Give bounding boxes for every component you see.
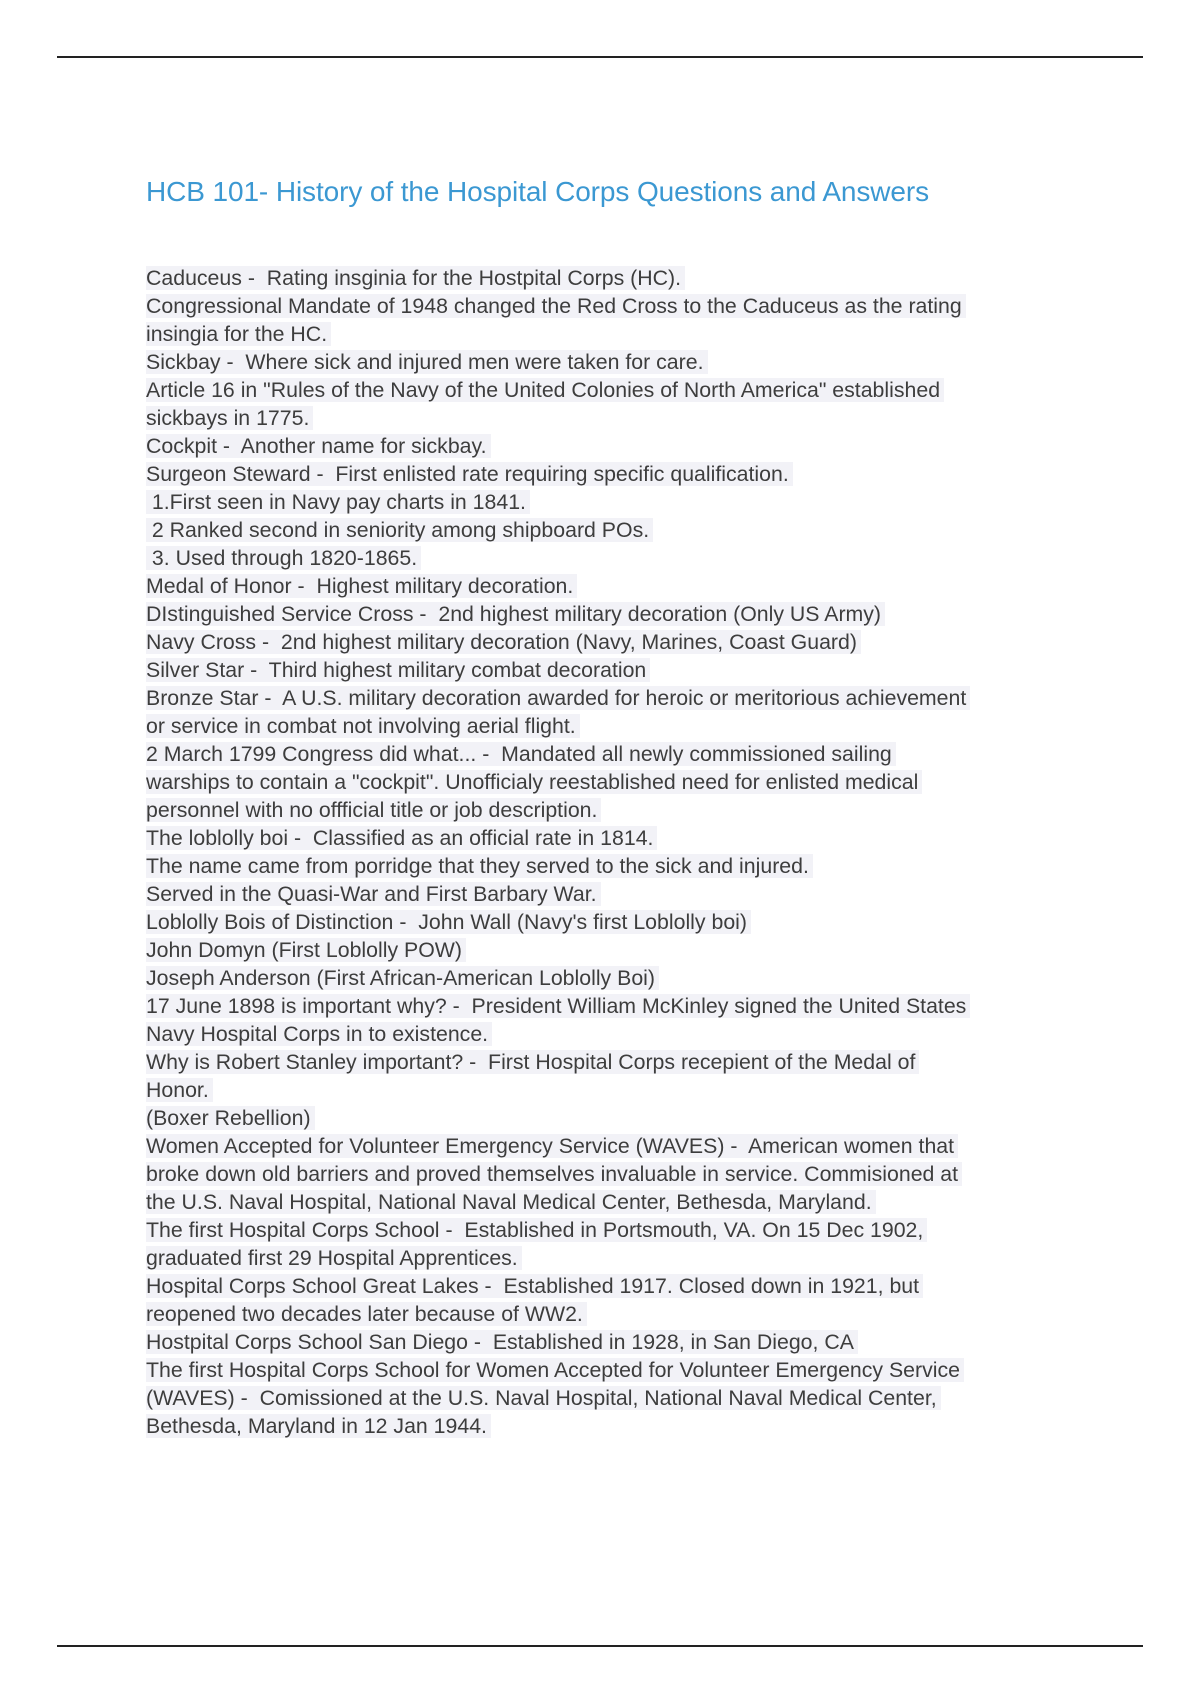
text-line-content: (WAVES) - Comissioned at the U.S. Naval Hospital, National Naval Medical Center,: [146, 1386, 941, 1410]
text-line-content: Article 16 in "Rules of the Navy of the United Colonies of North America" established: [146, 378, 944, 402]
text-line-content: Medal of Honor - Highest military decoration.: [146, 574, 577, 598]
text-line: [146, 852, 970, 880]
text-line-content: Women Accepted for Volunteer Emergency Service (WAVES) - American women that: [146, 1134, 958, 1158]
text-line-content: sickbays in 1775.: [146, 406, 313, 430]
footer-rule: [57, 1645, 1143, 1647]
document-title: HCB 101- History of the Hospital Corps Questions and Answers: [146, 176, 930, 207]
text-line-content: The first Hospital Corps School for Women Accepted for Volunteer Emergency Service: [146, 1358, 964, 1382]
text-line: [146, 348, 970, 376]
text-line-content: the U.S. Naval Hospital, National Naval Medical Center, Bethesda, Maryland.: [146, 1190, 876, 1214]
header-rule: [57, 56, 1143, 58]
text-line: [146, 1328, 970, 1356]
text-line: [146, 600, 970, 628]
text-line-content: Navy Cross - 2nd highest military decoration (Navy, Marines, Coast Guard): [146, 630, 861, 654]
text-line-content: broke down old barriers and proved themselves invaluable in service. Commisioned at: [146, 1162, 962, 1186]
text-line: [146, 488, 970, 516]
text-line: [146, 1412, 970, 1440]
text-line: [146, 516, 970, 544]
text-line: [146, 1188, 970, 1216]
text-line-content: The first Hospital Corps School - Established in Portsmouth, VA. On 15 Dec 1902,: [146, 1218, 927, 1242]
text-line: [146, 628, 970, 656]
text-line-content: Loblolly Bois of Distinction - John Wall (Navy's first Loblolly boi): [146, 910, 751, 934]
text-line-content: Hostpital Corps School San Diego - Established in 1928, in San Diego, CA: [146, 1330, 858, 1354]
text-line-content: or service in combat not involving aerial flight.: [146, 714, 580, 738]
text-line-content: Congressional Mandate of 1948 changed the Red Cross to the Caduceus as the rating: [146, 294, 966, 318]
text-line-content: reopened two decades later because of WW2.: [146, 1302, 587, 1326]
text-line-content: 3. Used through 1820-1865.: [146, 546, 421, 570]
text-line: [146, 684, 970, 712]
text-line: [146, 404, 970, 432]
text-line-content: Caduceus - Rating insginia for the Hostpital Corps (HC).: [146, 266, 685, 290]
text-line: [146, 376, 970, 404]
text-line-content: The name came from porridge that they served to the sick and injured.: [146, 854, 813, 878]
text-line-content: Surgeon Steward - First enlisted rate requiring specific qualification.: [146, 462, 793, 486]
text-line-content: Served in the Quasi-War and First Barbary War.: [146, 882, 601, 906]
text-line-content: Hospital Corps School Great Lakes - Established 1917. Closed down in 1921, but: [146, 1274, 923, 1298]
text-line: [146, 824, 970, 852]
text-line: [146, 1356, 970, 1384]
text-line-content: Joseph Anderson (First African-American Loblolly Boi): [146, 966, 659, 990]
text-line: [146, 572, 970, 600]
text-line: [146, 936, 970, 964]
text-line-content: Honor.: [146, 1078, 213, 1102]
text-line: [146, 796, 970, 824]
text-line: [146, 880, 970, 908]
text-line: [146, 432, 970, 460]
text-line: [146, 768, 970, 796]
text-line: [146, 1244, 970, 1272]
text-line-content: Bronze Star - A U.S. military decoration awarded for heroic or meritorious achievement: [146, 686, 970, 710]
text-line: [146, 964, 970, 992]
text-line-content: (Boxer Rebellion): [146, 1106, 315, 1130]
text-line: [146, 1132, 970, 1160]
text-line: [146, 544, 970, 572]
text-line: [146, 1384, 970, 1412]
text-line-content: 17 June 1898 is important why? - President William McKinley signed the United States: [146, 994, 970, 1018]
text-line: [146, 1104, 970, 1132]
text-line: [146, 1048, 970, 1076]
text-line: [146, 712, 970, 740]
text-line: [146, 264, 970, 292]
text-line: [146, 320, 970, 348]
text-line-content: graduated first 29 Hospital Apprentices.: [146, 1246, 522, 1270]
text-line: [146, 908, 970, 936]
text-line-content: Navy Hospital Corps in to existence.: [146, 1022, 492, 1046]
text-line-content: personnel with no offficial title or job description.: [146, 798, 601, 822]
text-line: [146, 1160, 970, 1188]
text-line-content: Why is Robert Stanley important? - First Hospital Corps recepient of the Medal of: [146, 1050, 919, 1074]
text-line: [146, 1076, 970, 1104]
text-line: [146, 1020, 970, 1048]
text-line-content: insingia for the HC.: [146, 322, 331, 346]
text-line-content: Sickbay - Where sick and injured men were taken for care.: [146, 350, 708, 374]
text-line-content: The loblolly boi - Classified as an official rate in 1814.: [146, 826, 657, 850]
text-line: [146, 460, 970, 488]
text-line-content: Silver Star - Third highest military combat decoration: [146, 658, 650, 682]
text-line-content: 2 Ranked second in seniority among shipboard POs.: [146, 518, 653, 542]
document-body: [146, 264, 970, 1440]
text-line: [146, 1216, 970, 1244]
text-line-content: DIstinguished Service Cross - 2nd highest military decoration (Only US Army): [146, 602, 885, 626]
text-line: [146, 1300, 970, 1328]
text-line-content: John Domyn (First Loblolly POW): [146, 938, 466, 962]
text-line: [146, 292, 970, 320]
text-line-content: warships to contain a "cockpit". Unofficialy reestablished need for enlisted medical: [146, 770, 922, 794]
text-line-content: 2 March 1799 Congress did what... - Mandated all newly commissioned sailing: [146, 742, 896, 766]
text-line-content: Cockpit - Another name for sickbay.: [146, 434, 491, 458]
text-line: [146, 992, 970, 1020]
text-line-content: Bethesda, Maryland in 12 Jan 1944.: [146, 1414, 491, 1438]
text-line: [146, 740, 970, 768]
text-line-content: 1.First seen in Navy pay charts in 1841.: [146, 490, 530, 514]
text-line: [146, 1272, 970, 1300]
text-line: [146, 656, 970, 684]
